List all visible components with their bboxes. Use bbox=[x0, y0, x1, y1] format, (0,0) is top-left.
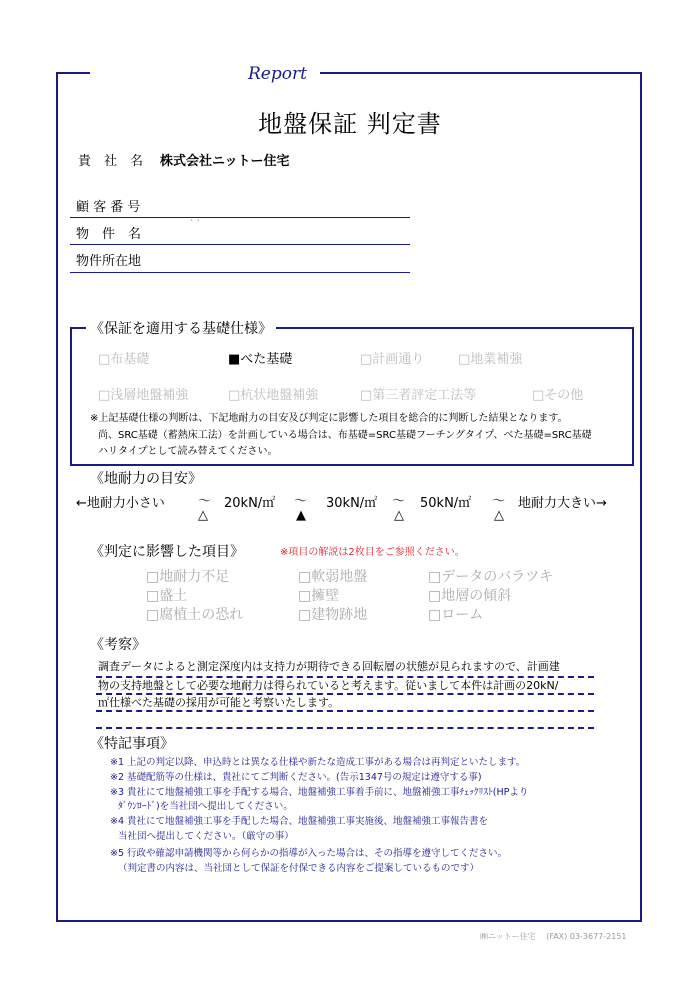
marker-1: △ bbox=[198, 508, 208, 523]
tilde-1: ～ bbox=[198, 494, 212, 509]
consideration-heading: 《考察》 bbox=[86, 634, 150, 654]
level-30: 30kN/㎡ bbox=[326, 496, 378, 511]
consideration-line-2: 物の支持地盤として必要な地耐力は得られていると考えます。従いまして本件は計画の20kN/ bbox=[98, 679, 559, 692]
footer-contact: ㈱ニットー住宅 (FAX) 03-3677-2151 bbox=[480, 932, 627, 941]
frame-right bbox=[640, 72, 642, 922]
customer-no-underline bbox=[70, 217, 410, 218]
tilde-2: ～ bbox=[294, 494, 308, 509]
factor-atochi: □建物跡地 bbox=[298, 607, 368, 623]
foundation-note-2: 尚、SRC基礎（蓄熱床工法）を計画している場合は、布基礎=SRC基礎フーチングタイプ、べた基礎=SRC基礎 bbox=[98, 430, 592, 441]
frame-bottom bbox=[56, 920, 642, 922]
special-line-7: ※5 行政や確認申請機関等から何らかの指導が入った場合は、その指導を遵守してください。 bbox=[110, 848, 508, 859]
factor-yoheki: □擁壁 bbox=[298, 588, 340, 604]
option-beta: ■べた基礎 bbox=[228, 352, 293, 367]
factor-loam: □ローム bbox=[428, 607, 484, 623]
option-daisansha: □第三者評定工法等 bbox=[360, 388, 477, 403]
frame-top-right bbox=[320, 72, 642, 74]
special-line-8: （判定書の内容は、当社団として保証を付保できる内容をご提案しているものです） bbox=[118, 863, 480, 874]
location-underline bbox=[70, 272, 410, 273]
frame-left bbox=[56, 72, 58, 922]
special-line-3: ※3 貴社にて地盤補強工事を手配する場合、地盤補強工事着手前に、地盤補強工事ﾁｪｯｸﾘｽﾄ(HPより bbox=[110, 787, 529, 798]
document-title: 地盤保証 判定書 bbox=[258, 110, 442, 138]
factors-note: ※項目の解説は2枚目をご参照ください。 bbox=[280, 547, 465, 558]
factor-jitairyoku: □地耐力不足 bbox=[146, 569, 230, 585]
frame-top-left bbox=[56, 72, 90, 74]
location-label: 物件所在地 bbox=[76, 254, 142, 269]
marker-4: △ bbox=[494, 508, 504, 523]
foundation-note-3: ハリタイプとして読み替えてください。 bbox=[98, 446, 278, 457]
consideration-line-3: ㎡仕様べた基礎の採用が可能と考察いたします。 bbox=[98, 696, 340, 709]
factor-fushokudo: □腐植土の恐れ bbox=[146, 607, 244, 623]
property-value: ` ` bbox=[190, 219, 201, 228]
factor-morido: □盛土 bbox=[146, 588, 188, 604]
special-heading: 《特記事項》 bbox=[86, 733, 178, 753]
special-line-5: ※4 貴社にて地盤補強工事を手配した場合、地盤補強工事実施後、地盤補強工事報告書を bbox=[110, 816, 489, 827]
special-line-2: ※2 基礎配筋等の仕様は、貴社にてご判断ください。(告示1347号の規定は遵守する事) bbox=[110, 772, 482, 783]
tilde-3: ～ bbox=[392, 494, 406, 509]
foundation-note-1: ※上記基礎仕様の判断は、下記地耐力の目安及び判定に影響した項目を総合的に判断した結果となります。 bbox=[90, 413, 568, 424]
factor-baratsuki: □データのバラツキ bbox=[428, 569, 554, 585]
special-line-4: ﾀﾞｳﾝﾛｰﾄﾞ)を当社団へ提出してください。 bbox=[118, 801, 293, 812]
factor-keisha: □地層の傾斜 bbox=[428, 588, 512, 604]
bearing-heading: 《地耐力の目安》 bbox=[86, 468, 206, 488]
property-label: 物 件 名 bbox=[76, 227, 142, 242]
option-jigyo: □地業補強 bbox=[458, 352, 523, 367]
marker-2-selected: ▲ bbox=[296, 508, 306, 523]
option-nuno: □布基礎 bbox=[98, 352, 150, 367]
factor-nanjaku: □軟弱地盤 bbox=[298, 569, 368, 585]
dash-line-4 bbox=[96, 727, 594, 729]
bearing-left-label: ←地耐力小さい bbox=[76, 496, 165, 511]
special-line-1: ※1 上記の判定以降、申込時とは異なる仕様や新たな造成工事がある場合は再判定といたします。 bbox=[110, 757, 526, 768]
property-underline bbox=[70, 244, 410, 245]
factors-heading: 《判定に影響した項目》 bbox=[86, 541, 248, 561]
tilde-4: ～ bbox=[492, 494, 506, 509]
bearing-right-label: 地耐力大きい→ bbox=[518, 496, 607, 511]
report-label: Report bbox=[248, 64, 307, 84]
option-keikaku: □計画通り bbox=[360, 352, 425, 367]
company-value: 株式会社ニットー住宅 bbox=[160, 154, 290, 169]
dash-line-3 bbox=[96, 710, 594, 712]
level-50: 50kN/㎡ bbox=[420, 496, 472, 511]
company-label: 貴 社 名 bbox=[78, 154, 144, 169]
special-line-6: 当社団へ提出してください。（厳守の事） bbox=[118, 831, 294, 842]
level-20: 20kN/㎡ bbox=[224, 496, 276, 511]
marker-3: △ bbox=[394, 508, 404, 523]
option-senso: □浅層地盤補強 bbox=[98, 388, 189, 403]
option-kui: □杭状地盤補強 bbox=[228, 388, 319, 403]
foundation-heading: 《保証を適用する基礎仕様》 bbox=[86, 318, 276, 338]
consideration-line-1: 調査データによると測定深度内は支持力が期待できる回転層の状態が見られますので、計画建 bbox=[98, 660, 560, 673]
customer-no-label: 顧 客 番 号 bbox=[76, 200, 141, 215]
option-sonota: □その他 bbox=[532, 388, 584, 403]
